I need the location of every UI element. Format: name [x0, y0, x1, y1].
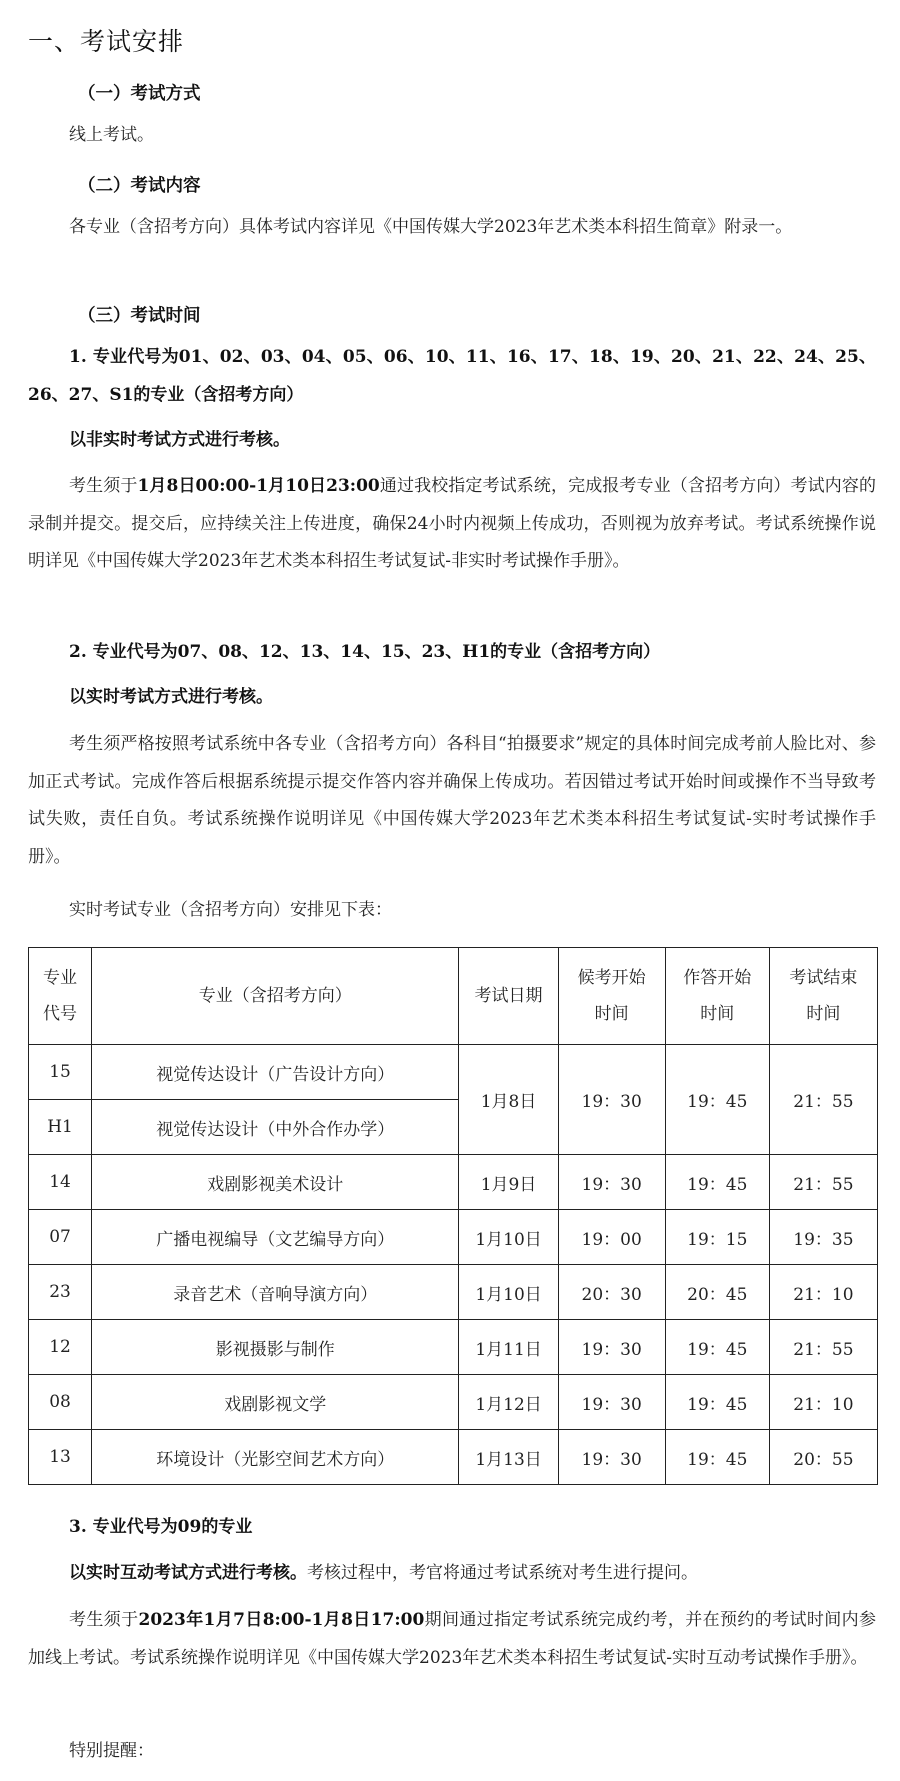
- cell-major: 视觉传达设计（中外合作办学）: [92, 1100, 459, 1155]
- cell-date: 1月13日: [459, 1430, 558, 1485]
- item3-time-range: 2023年1月7日8:00-1月8日17:00: [138, 1610, 425, 1630]
- item2-paragraph: 考生须严格按照考试系统中各专业（含招考方向）各科目“拍摄要求”规定的具体时间完成考前人脸比对、参加正式考试。完成作答后根据系统提示提交作答内容并确保上传成功。若因错过考试开始时间或操作不当导致考试失败，责任自负。考试系统操作说明详见《中国传媒大学2023年艺术类本科招生考试复试-实时考试操作手册》。: [28, 734, 876, 867]
- cell-start: 19：45: [665, 1430, 769, 1485]
- cell-date: 1月12日: [459, 1375, 558, 1430]
- cell-start: 19：45: [665, 1375, 769, 1430]
- item1-time-range: 1月8日00:00-1月10日23:00: [137, 476, 380, 496]
- subsection-title-content: （二）考试内容: [78, 176, 201, 196]
- item3-mode: 以实时互动考试方式进行考核。考核过程中，考官将通过考试系统对考生进行提问。: [69, 1563, 698, 1583]
- cell-major: 戏剧影视文学: [92, 1375, 459, 1430]
- table-row: [29, 1320, 878, 1375]
- item3-paragraph: 考生须于2023年1月7日8:00-1月8日17:00期间通过指定考试系统完成约考，并在预约的考试时间内参加线上考试。考试系统操作说明详见《中国传媒大学2023年艺术类本科招生考试复试-实时互动考试操作手册》。: [28, 1610, 876, 1668]
- table-row: [29, 1375, 878, 1430]
- cell-wait: 19：30: [558, 1320, 665, 1375]
- cell-date: 1月8日: [459, 1045, 558, 1155]
- section-heading: 一、考试安排: [28, 27, 185, 56]
- item1-paragraph: 考生须于1月8日00:00-1月10日23:00通过我校指定考试系统，完成报考专业（含招考方向）考试内容的录制并提交。提交后，应持续关注上传进度，确保24小时内视频上传成功，否则视为放弃考试。考试系统操作说明详见《中国传媒大学2023年艺术类本科招生考试复试-非实时考试操作手册》。: [28, 476, 876, 571]
- cell-end: 19：35: [769, 1210, 877, 1265]
- table-row: [29, 1265, 878, 1320]
- cell-start: 20：45: [665, 1265, 769, 1320]
- cell-wait: 20：30: [558, 1265, 665, 1320]
- cell-end: 21：10: [769, 1265, 877, 1320]
- cell-end: 21：55: [769, 1320, 877, 1375]
- cell-code: 08: [29, 1375, 92, 1430]
- cell-major: 影视摄影与制作: [92, 1320, 459, 1375]
- cell-code: 15: [29, 1045, 92, 1100]
- header-end-time: 考试结束时间: [769, 948, 877, 1045]
- item2-title: 2. 专业代号为07、08、12、13、14、15、23、H1的专业（含招考方向）: [69, 642, 661, 662]
- cell-code: 14: [29, 1155, 92, 1210]
- cell-end: 21：55: [769, 1045, 877, 1155]
- cell-major: 广播电视编导（文艺编导方向）: [92, 1210, 459, 1265]
- cell-major: 戏剧影视美术设计: [92, 1155, 459, 1210]
- table-row: [29, 1210, 878, 1265]
- special-reminder: 特别提醒：: [69, 1741, 154, 1761]
- header-date: 考试日期: [459, 948, 558, 1045]
- cell-date: 1月10日: [459, 1210, 558, 1265]
- paragraph-content: 各专业（含招考方向）具体考试内容详见《中国传媒大学2023年艺术类本科招生简章》附录一。: [69, 217, 793, 237]
- header-wait-time: 候考开始时间: [558, 948, 665, 1045]
- cell-wait: 19：30: [558, 1155, 665, 1210]
- cell-wait: 19：30: [558, 1375, 665, 1430]
- cell-code: 12: [29, 1320, 92, 1375]
- table-header-row: [29, 948, 878, 1045]
- header-major: 专业（含招考方向）: [92, 948, 459, 1045]
- cell-start: 19：15: [665, 1210, 769, 1265]
- cell-code: 23: [29, 1265, 92, 1320]
- item3-title: 3. 专业代号为09的专业: [69, 1517, 253, 1537]
- table-row: [29, 1430, 878, 1485]
- cell-wait: 19：30: [558, 1045, 665, 1155]
- header-start-time: 作答开始时间: [665, 948, 769, 1045]
- cell-code: H1: [29, 1100, 92, 1155]
- cell-wait: 19：30: [558, 1430, 665, 1485]
- cell-code: 07: [29, 1210, 92, 1265]
- header-code: 专业代号: [29, 948, 92, 1045]
- cell-date: 1月9日: [459, 1155, 558, 1210]
- paragraph-method: 线上考试。: [69, 125, 154, 145]
- table-row: [29, 1155, 878, 1210]
- item2-mode: 以实时考试方式进行考核。: [69, 687, 273, 707]
- cell-code: 13: [29, 1430, 92, 1485]
- cell-end: 20：55: [769, 1430, 877, 1485]
- item1-mode: 以非实时考试方式进行考核。: [69, 430, 290, 450]
- table-intro: 实时考试专业（含招考方向）安排见下表：: [69, 900, 392, 920]
- cell-date: 1月11日: [459, 1320, 558, 1375]
- cell-start: 19：45: [665, 1155, 769, 1210]
- cell-wait: 19：00: [558, 1210, 665, 1265]
- exam-schedule-table: [28, 947, 878, 1485]
- subsection-title-time: （三）考试时间: [78, 306, 201, 326]
- cell-date: 1月10日: [459, 1265, 558, 1320]
- item1-title: 1. 专业代号为01、02、03、04、05、06、10、11、16、17、18、19、20、21、22、24、25、26、27、S1的专业（含招考方向）: [28, 347, 876, 405]
- cell-end: 21：55: [769, 1155, 877, 1210]
- cell-major: 录音艺术（音响导演方向）: [92, 1265, 459, 1320]
- cell-end: 21：10: [769, 1375, 877, 1430]
- cell-start: 19：45: [665, 1320, 769, 1375]
- subsection-title-method: （一）考试方式: [78, 84, 201, 104]
- cell-major: 视觉传达设计（广告设计方向）: [92, 1045, 459, 1100]
- cell-start: 19：45: [665, 1045, 769, 1155]
- cell-major: 环境设计（光影空间艺术方向）: [92, 1430, 459, 1485]
- table-row: [29, 1045, 878, 1100]
